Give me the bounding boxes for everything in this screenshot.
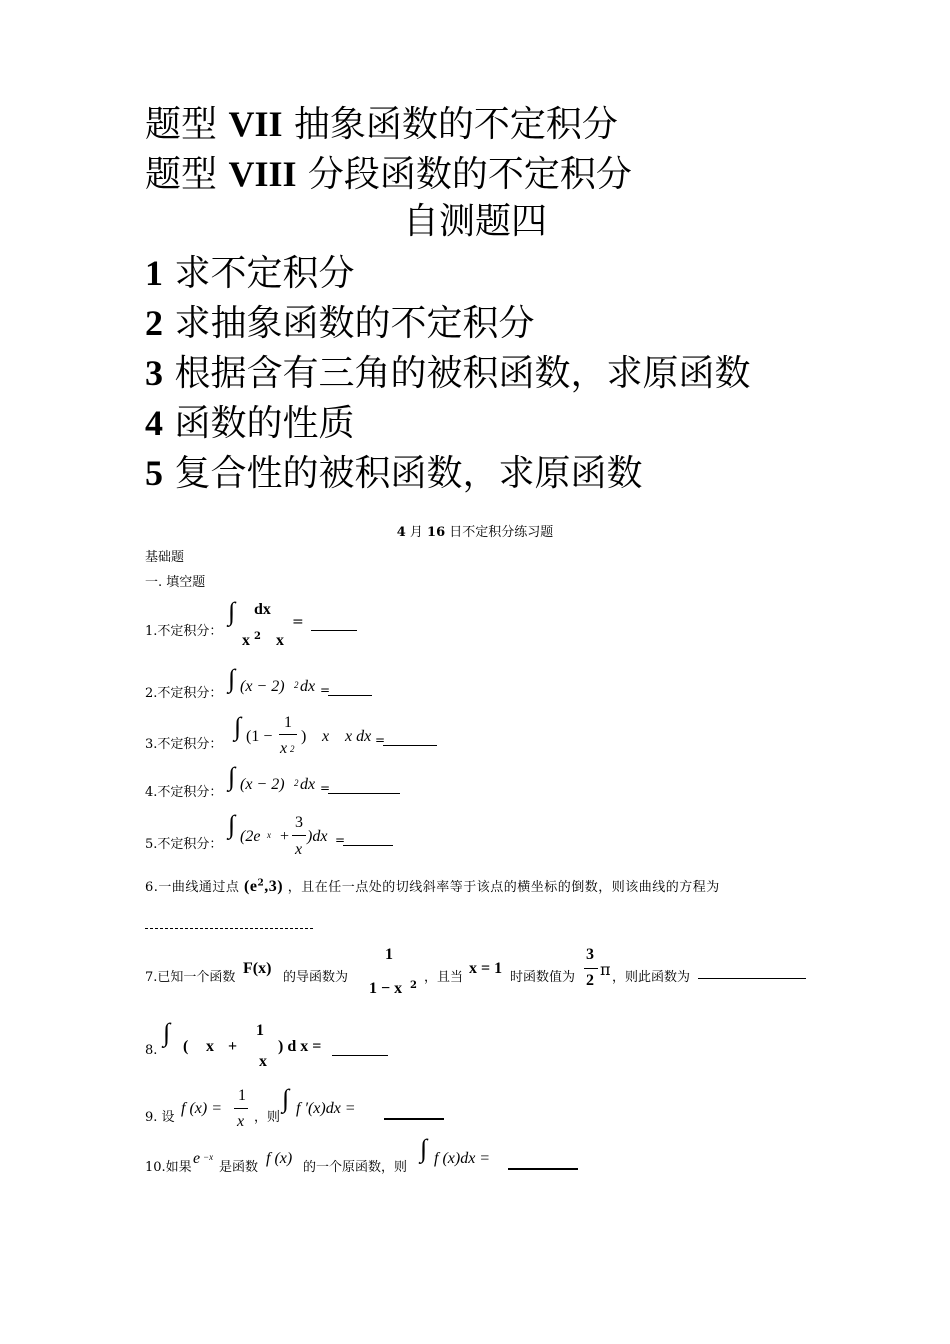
q7-pi: π — [600, 960, 611, 979]
q9-fraction-bar — [234, 1108, 248, 1109]
q5-exponent: x — [267, 830, 271, 840]
q4-blank — [328, 781, 400, 794]
integral-sign: ∫ — [228, 597, 236, 626]
q5-blank — [343, 833, 393, 846]
heading-type-viii: 题型 VIII 分段函数的不定积分 — [145, 154, 632, 195]
question-1-label: 1.不定积分： — [145, 624, 223, 639]
self-test-title: 自测题四 — [402, 201, 547, 242]
question-4-label: 4.不定积分： — [145, 785, 223, 800]
question-10-text: 10.如果 — [145, 1160, 192, 1175]
q7-value-bar — [584, 968, 598, 969]
q10-e: e — [193, 1150, 201, 1167]
section-basic: 基础题 — [145, 550, 185, 565]
q3-blank — [383, 733, 437, 746]
q3-numerator: 1 — [284, 714, 292, 731]
q7-value-numerator: 3 — [586, 946, 594, 963]
q1-blank — [311, 618, 357, 631]
integral-sign: ∫ — [420, 1134, 428, 1163]
q5-open: (2e — [240, 828, 261, 845]
q3-exponent: 2 — [290, 744, 295, 754]
q6-answer-line — [145, 928, 313, 929]
integral-sign: ∫ — [282, 1084, 290, 1113]
q9-blank — [384, 1106, 444, 1120]
section-fill-blank: 一. 填空题 — [145, 575, 206, 590]
q7-denominator: 1 − x — [369, 980, 403, 997]
q2-dx: dx — [300, 678, 316, 695]
question-8-number: 8. — [145, 1043, 158, 1058]
q5-close: )dx — [307, 828, 328, 845]
q10-expression: f (x)dx = — [434, 1150, 491, 1167]
q1-equals: = — [292, 614, 304, 630]
topic-1: 1 求不定积分 — [145, 253, 355, 294]
q4-expression: (x − 2) — [240, 776, 285, 793]
q3-close: ) — [301, 728, 307, 745]
q10-function: f (x) — [266, 1150, 293, 1167]
question-3-label: 3.不定积分： — [145, 737, 223, 752]
q8-close: ) d x = — [278, 1038, 322, 1055]
q8-x: x — [206, 1038, 214, 1055]
question-2-label: 2.不定积分： — [145, 686, 223, 701]
q7-condition: x = 1 — [469, 960, 503, 977]
q7-text3: ，且当 — [424, 970, 464, 985]
q2-equals: = — [320, 683, 331, 697]
question-6: 6.一曲线通过点 $(e^2,3)$ ，且在任一点处的切线斜率等于该点的横坐标的倒数，则该曲线的方程为 — [145, 878, 720, 895]
q10-text2: 是函数 — [219, 1160, 259, 1175]
q10-exponent: −x — [203, 1152, 214, 1162]
q5-numerator: 3 — [295, 814, 303, 831]
q7-numerator: 1 — [385, 946, 393, 963]
q8-blank — [332, 1043, 388, 1056]
integral-sign: ∫ — [234, 712, 242, 741]
q1-exponent: 2 — [254, 631, 261, 642]
q5-fraction-bar — [292, 835, 306, 836]
q3-tail: x dx — [345, 728, 372, 745]
q7-value-denominator: 2 — [586, 972, 594, 989]
q8-denominator: x — [259, 1053, 267, 1070]
q5-equals: = — [335, 833, 346, 847]
q9-denominator: x — [237, 1113, 245, 1130]
heading-type-vii: 题型 VII 抽象函数的不定积分 — [145, 104, 618, 145]
q2-exponent: 2 — [294, 680, 299, 690]
q9-numerator: 1 — [238, 1087, 246, 1104]
q1-denominator-x2: x — [276, 632, 284, 649]
q9-text2: ，则 — [254, 1110, 281, 1125]
q7-text5: ，则此函数为 — [612, 970, 691, 985]
q9-expression: f ′(x)dx = — [296, 1100, 356, 1117]
integral-sign: ∫ — [228, 664, 236, 693]
q3-mid-x: x — [322, 728, 330, 745]
q1-numerator: dx — [254, 601, 271, 618]
q9-function: f (x) = — [181, 1100, 222, 1117]
question-5-label: 5.不定积分： — [145, 837, 223, 852]
topic-3: 3 根据含有三角的被积函数，求原函数 — [145, 353, 751, 394]
q3-equals: = — [375, 733, 386, 747]
integral-sign: ∫ — [163, 1018, 171, 1047]
topic-4: 4 函数的性质 — [145, 403, 355, 444]
topic-5: 5 复合性的被积函数，求原函数 — [145, 453, 643, 494]
q7-text2: 的导函数为 — [283, 970, 349, 985]
q3-denominator: x — [280, 740, 288, 757]
q7-exponent: 2 — [410, 980, 417, 991]
q1-denominator-x: x — [242, 632, 250, 649]
question-9-text: 9. 设 — [145, 1110, 175, 1125]
q3-fraction-bar — [279, 734, 297, 735]
topic-2: 2 求抽象函数的不定积分 — [145, 303, 535, 344]
q3-open: (1 − — [246, 728, 273, 745]
q7-fx: F(x) — [243, 960, 272, 977]
q5-plus: + — [280, 828, 290, 845]
q4-equals: = — [320, 781, 331, 795]
q5-denominator: x — [295, 841, 303, 858]
q4-exponent: 2 — [294, 778, 299, 788]
q2-expression: (x − 2) — [240, 678, 285, 695]
integral-sign: ∫ — [228, 810, 236, 839]
integral-sign: ∫ — [228, 762, 236, 791]
q10-blank — [508, 1156, 578, 1170]
question-7-text: 7.已知一个函数 — [145, 970, 236, 985]
q10-text3: 的一个原函数，则 — [303, 1160, 408, 1175]
q8-numerator: 1 — [256, 1022, 264, 1039]
q8-plus: + — [228, 1038, 238, 1055]
q4-dx: dx — [300, 776, 316, 793]
q2-blank — [328, 683, 372, 696]
q7-blank — [698, 966, 806, 979]
q7-text4: 时函数值为 — [510, 970, 576, 985]
exercise-title: 4 月 16 日不定积分练习题 — [396, 525, 554, 540]
q8-open: ( — [183, 1038, 189, 1055]
